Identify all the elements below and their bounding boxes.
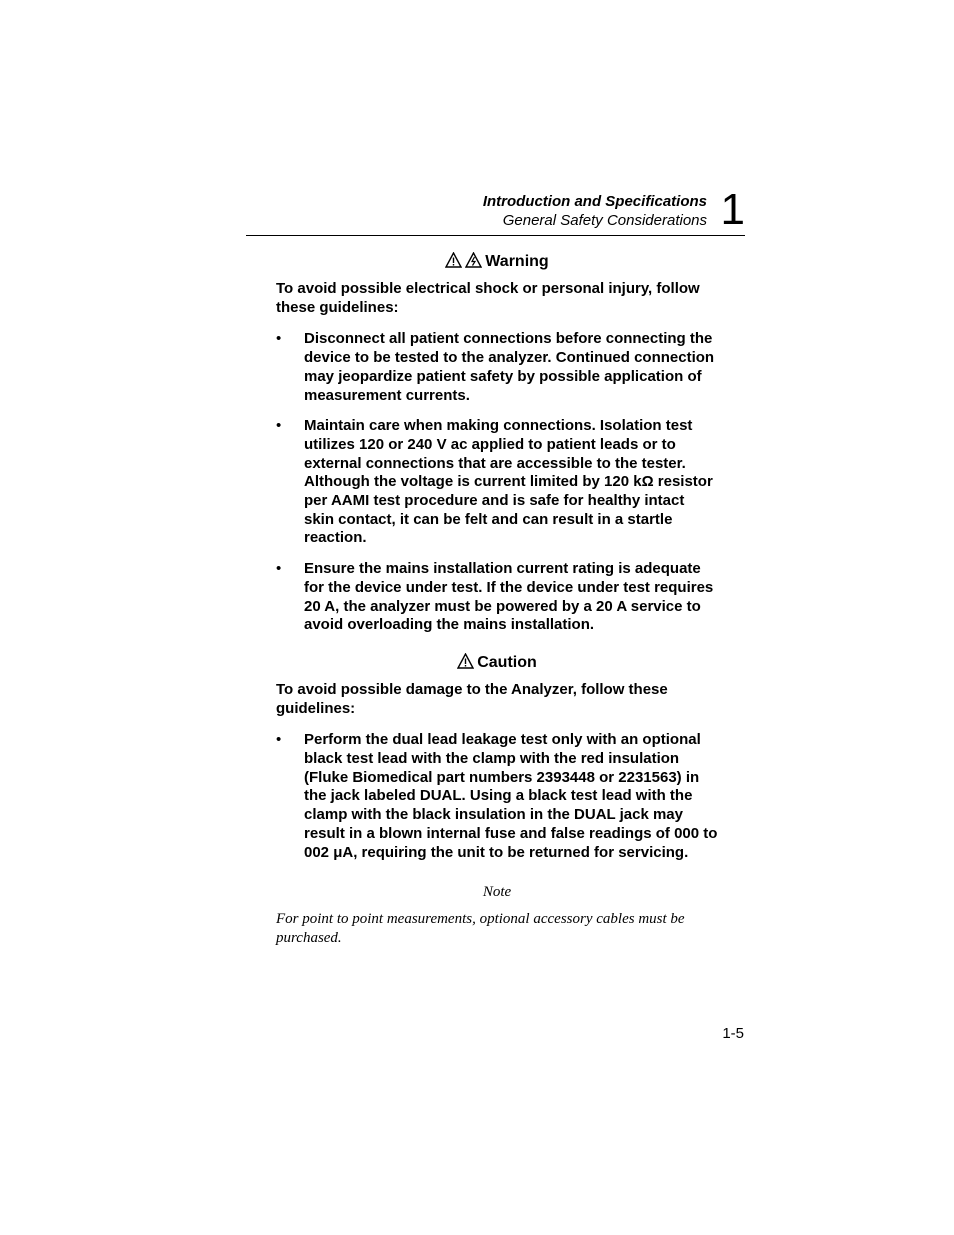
page-content xyxy=(276,251,718,948)
list-item xyxy=(276,731,718,862)
note-label: Note xyxy=(482,884,512,901)
page-header xyxy=(246,185,745,236)
warning-heading xyxy=(276,251,718,273)
list-item-text: Disconnect all patient connections before connecting the device to be tested to the analyzer. Continued connection may jeopardize patient safety by possible application of measurement currents. xyxy=(304,330,715,404)
list-item xyxy=(276,330,718,405)
caution-triangle-icon xyxy=(457,653,474,669)
bullet-icon: • xyxy=(276,731,282,749)
list-item-text: Perform the dual lead leakage test only with an optional black test lead with the clamp with the red insulation (Fluke Biomedical part numbers 2393448 or 2231563) in the jack labeled DUAL. Using a black test lead with the clamp with the black insulation in the DUAL jack may result in a blown internal fuse and false readings of 000 to 002 μA, requiring the unit to be returned for servicing. xyxy=(304,731,718,861)
shock-hazard-triangle-icon xyxy=(465,252,482,268)
note-text: For point to point measurements, optional accessory cables must be purchased. xyxy=(276,910,685,946)
chapter-title: Introduction and Specifications xyxy=(482,193,707,210)
caution-heading-label: Caution xyxy=(477,653,537,671)
list-item xyxy=(276,560,718,635)
list-item-text: Ensure the mains installation current rating is adequate for the device under test. If the device under test requires 20 A, the analyzer must be powered by a 20 A service to avoid overloading the mains installation. xyxy=(304,560,714,634)
warning-heading-label: Warning xyxy=(485,253,549,270)
page-number: 1-5 xyxy=(722,1025,744,1042)
warning-list xyxy=(276,330,718,635)
bullet-icon: • xyxy=(276,330,282,348)
section-title: General Safety Considerations xyxy=(502,212,707,229)
caution-heading xyxy=(276,652,718,674)
list-item xyxy=(276,417,718,548)
warning-triangle-icon xyxy=(445,252,462,268)
header-titles xyxy=(483,192,707,230)
list-item-text: Maintain care when making connections. Isolation test utilizes 120 or 240 V ac applied to patient leads or to external connections that are accessible to the tester. Although the voltage is current limited by 120 kΩ resistor per AAMI test procedure and is safe for healthy intact skin contact, it can be felt and can result in a startle reaction. xyxy=(304,417,713,547)
warning-intro: To avoid possible electrical shock or personal injury, follow these guidelines: xyxy=(276,280,700,316)
caution-intro: To avoid possible damage to the Analyzer, follow these guidelines: xyxy=(276,680,668,717)
chapter-number: 1 xyxy=(720,185,745,234)
caution-list xyxy=(276,731,718,862)
bullet-icon: • xyxy=(276,560,282,578)
bullet-icon: • xyxy=(276,417,282,435)
